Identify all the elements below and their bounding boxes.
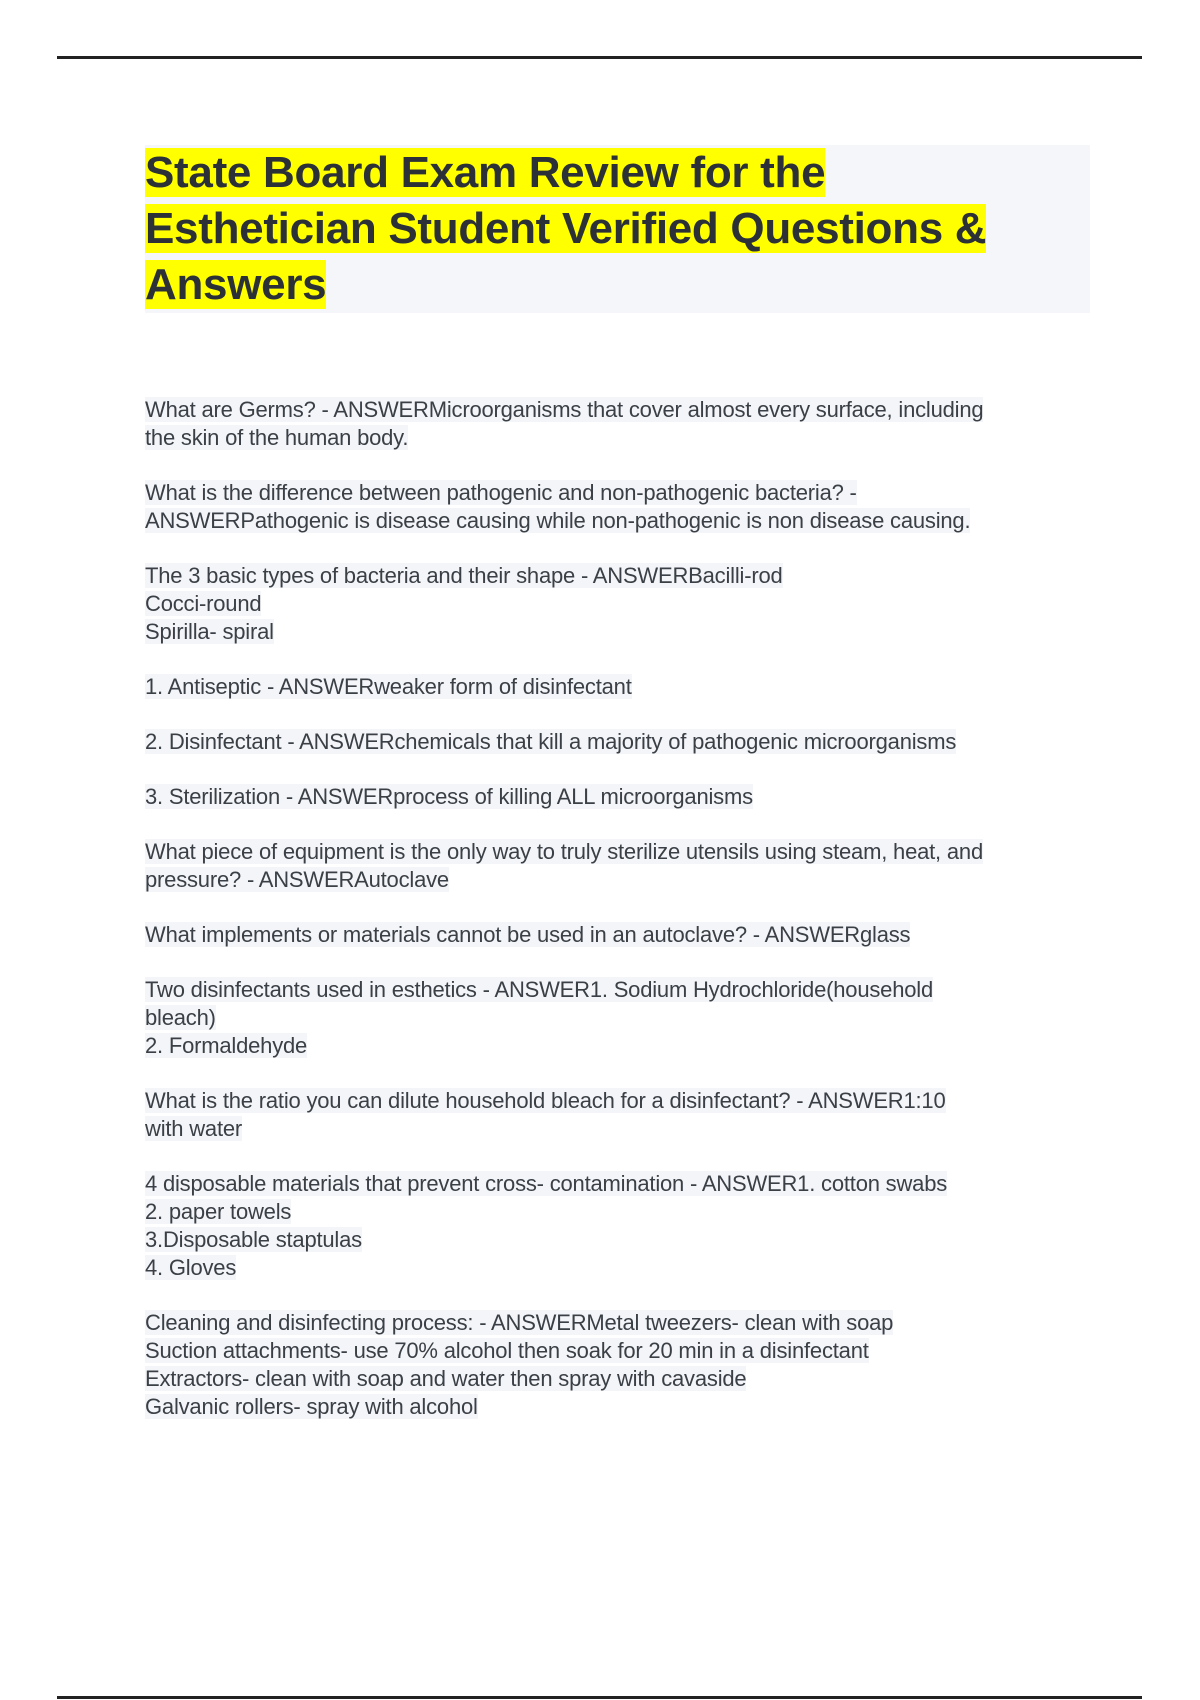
qa-line: with water [145, 1116, 243, 1141]
qa-entry [145, 1309, 1095, 1421]
qa-line: Cleaning and disinfecting process: - ANSWERMetal tweezers- clean with soap [145, 1310, 894, 1335]
qa-line: What is the ratio you can dilute household bleach for a disinfectant? - ANSWER1:10 [145, 1088, 946, 1113]
qa-line: Extractors- clean with soap and water then spray with cavaside [145, 1366, 747, 1391]
qa-entry [145, 396, 1095, 452]
qa-line: 2. paper towels [145, 1199, 292, 1224]
title-block [145, 145, 1090, 313]
footer-rule [57, 1696, 1142, 1699]
document-title [145, 145, 1090, 313]
qa-line: Galvanic rollers- spray with alcohol [145, 1394, 478, 1419]
qa-entry [145, 921, 1095, 949]
qa-entry [145, 479, 1095, 535]
title-line: State Board Exam Review for the [145, 148, 826, 197]
qa-entry [145, 976, 1095, 1060]
qa-list [145, 396, 1095, 1448]
qa-line: Suction attachments- use 70% alcohol then soak for 20 min in a disinfectant [145, 1338, 869, 1363]
qa-entry [145, 728, 1095, 756]
qa-line: 1. Antiseptic - ANSWERweaker form of disinfectant [145, 674, 632, 699]
qa-line: Cocci-round [145, 591, 262, 616]
qa-line: bleach) [145, 1005, 216, 1030]
qa-line: Spirilla- spiral [145, 619, 274, 644]
qa-entry [145, 562, 1095, 646]
qa-line: What are Germs? - ANSWERMicroorganisms that cover almost every surface, including [145, 397, 984, 422]
header-rule [57, 56, 1142, 59]
qa-line: the skin of the human body. [145, 425, 409, 450]
qa-line: 4. Gloves [145, 1255, 237, 1280]
qa-entry [145, 673, 1095, 701]
qa-line: What piece of equipment is the only way to truly sterilize utensils using steam, heat, and [145, 839, 983, 864]
qa-line: ANSWERPathogenic is disease causing while non-pathogenic is non disease causing. [145, 508, 971, 533]
qa-line: 2. Disinfectant - ANSWERchemicals that kill a majority of pathogenic microorganisms [145, 729, 957, 754]
qa-line: 3. Sterilization - ANSWERprocess of killing ALL microorganisms [145, 784, 753, 809]
qa-line: pressure? - ANSWERAutoclave [145, 867, 449, 892]
qa-line: 3.Disposable staptulas [145, 1227, 362, 1252]
qa-line: 2. Formaldehyde [145, 1033, 308, 1058]
title-line: Answers [145, 260, 327, 309]
qa-line: Two disinfectants used in esthetics - ANSWER1. Sodium Hydrochloride(household [145, 977, 933, 1002]
qa-entry [145, 838, 1095, 894]
qa-entry [145, 1087, 1095, 1143]
qa-line: What implements or materials cannot be used in an autoclave? - ANSWERglass [145, 922, 911, 947]
qa-line: What is the difference between pathogenic and non-pathogenic bacteria? - [145, 480, 857, 505]
qa-line: 4 disposable materials that prevent cross- contamination - ANSWER1. cotton swabs [145, 1171, 948, 1196]
title-line: Esthetician Student Verified Questions & [145, 204, 987, 253]
qa-line: The 3 basic types of bacteria and their shape - ANSWERBacilli-rod [145, 563, 783, 588]
qa-entry [145, 783, 1095, 811]
qa-entry [145, 1170, 1095, 1282]
